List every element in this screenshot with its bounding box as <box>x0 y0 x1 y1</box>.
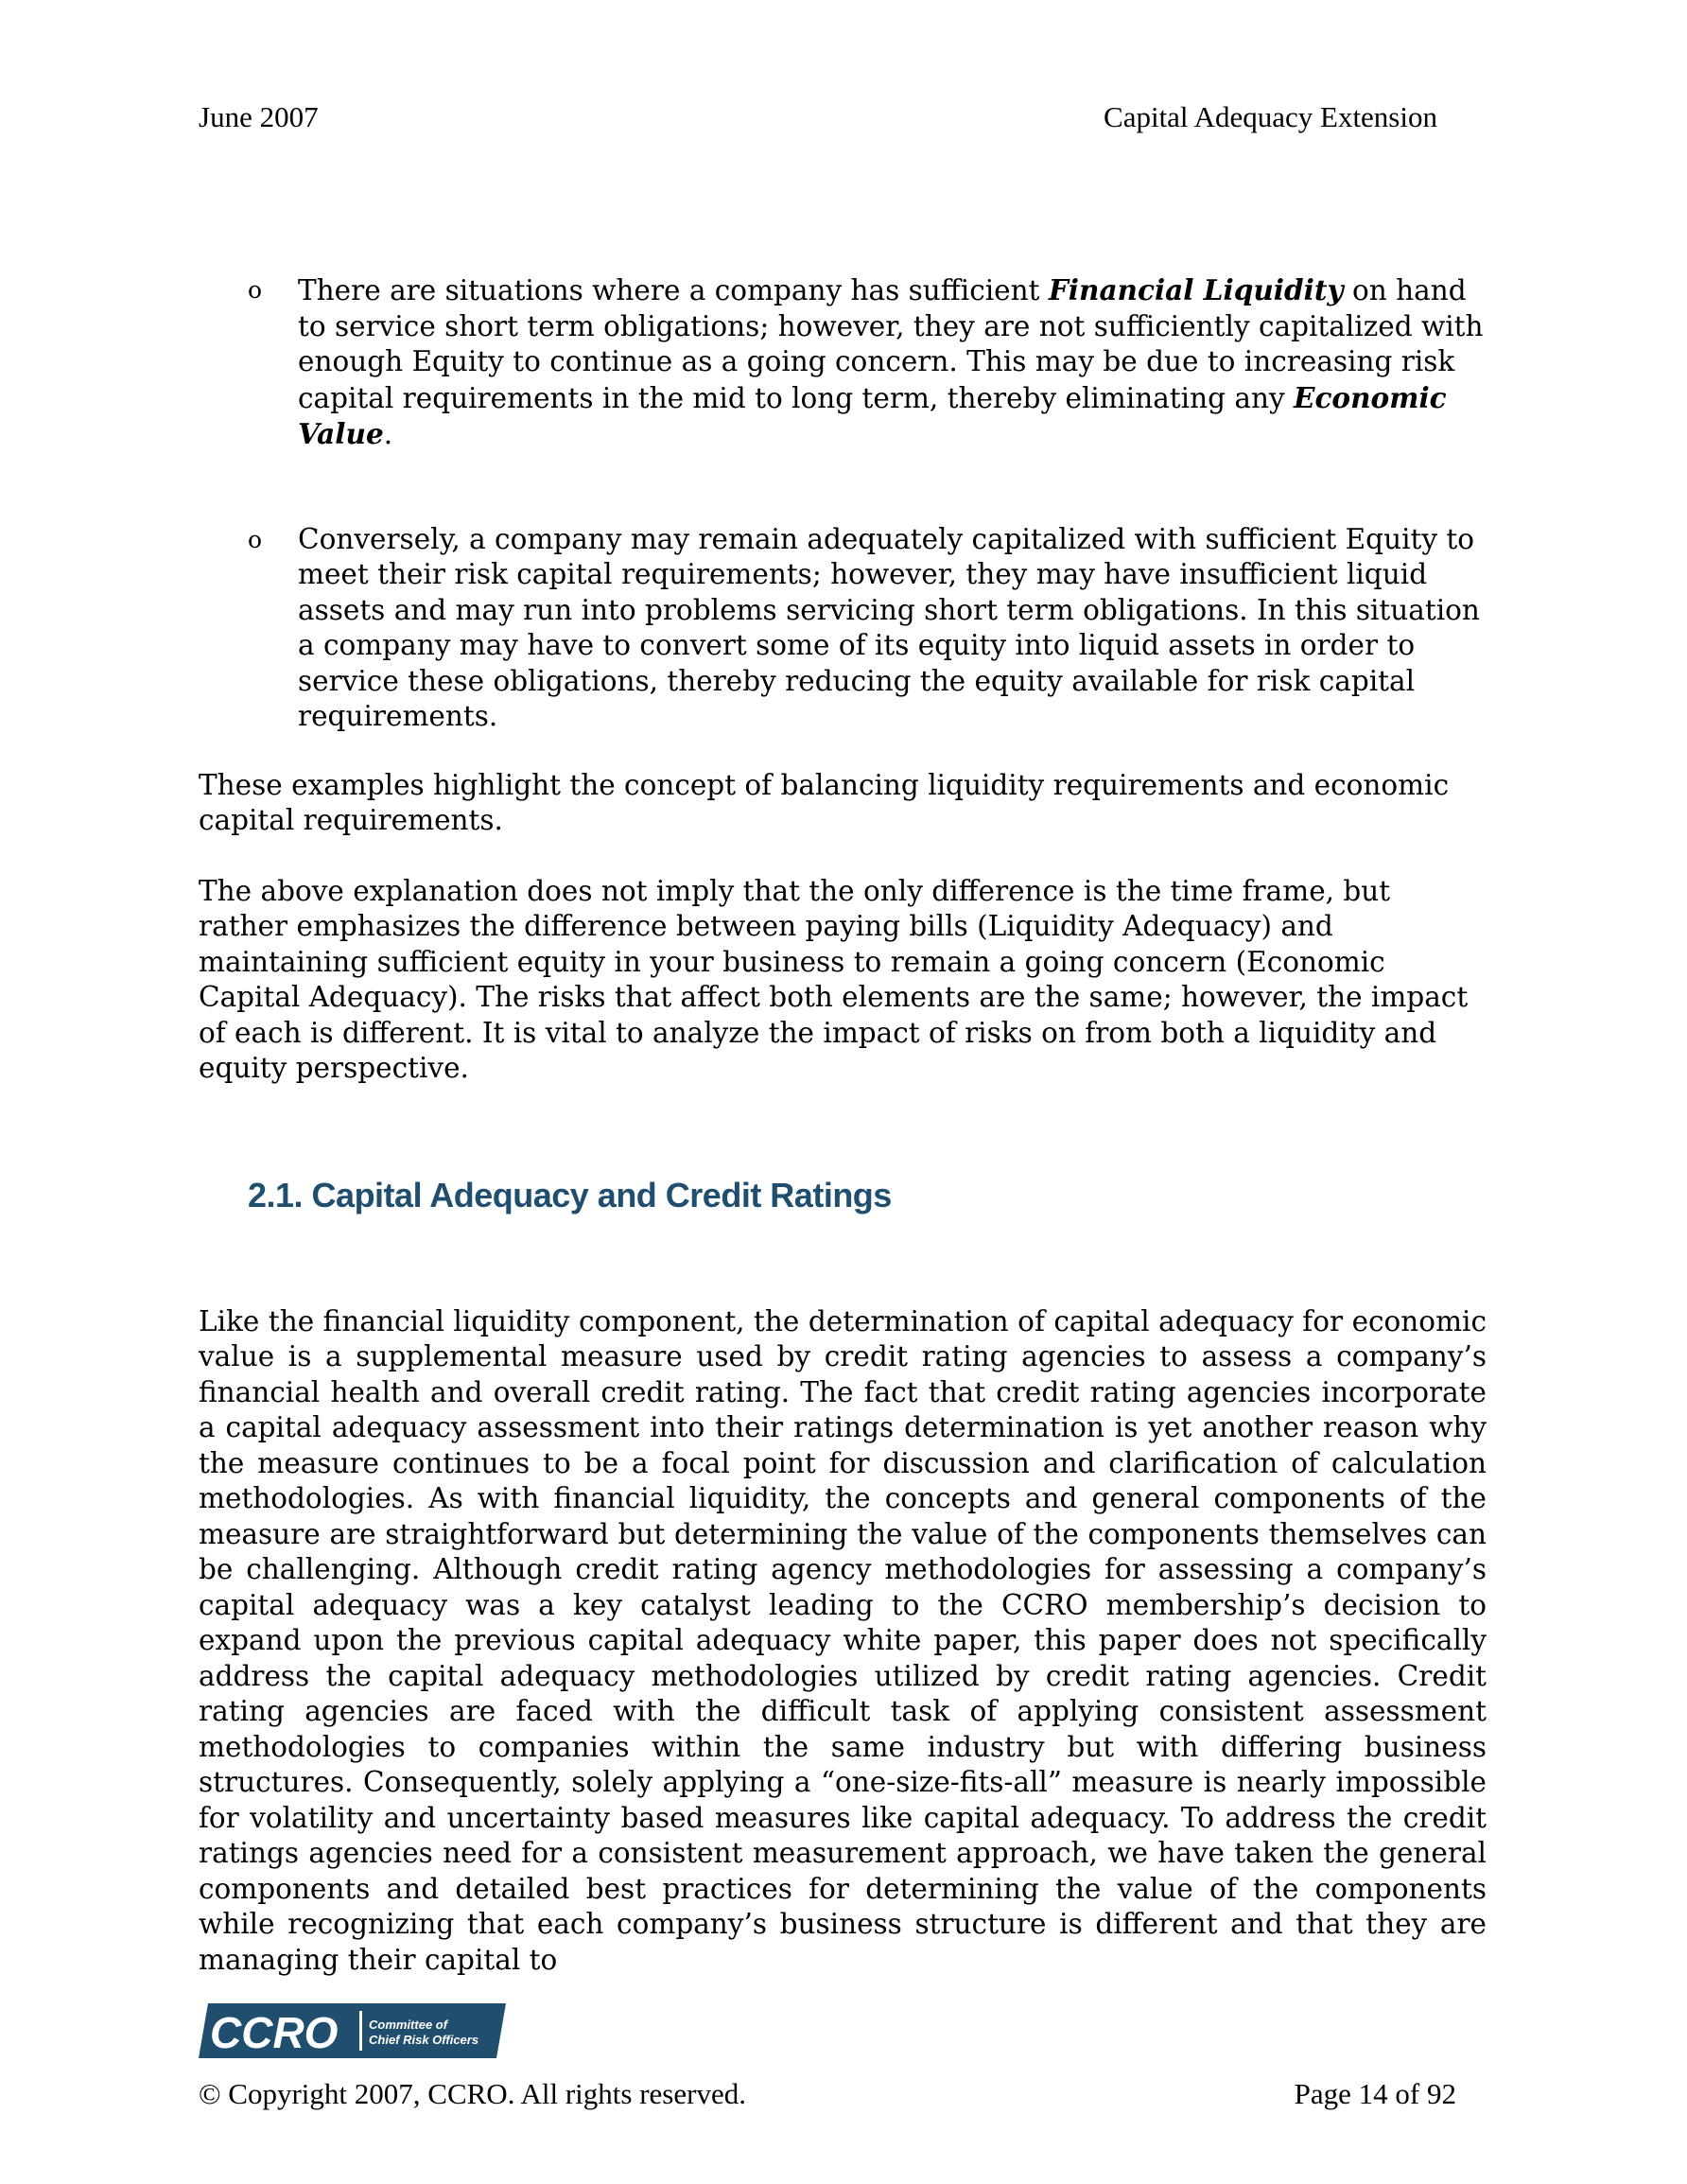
bullet-marker: o <box>248 276 263 304</box>
ccro-logo <box>199 2003 506 2058</box>
bullet-text-middle: on hand to service short term obligations; however, they are not sufficiently capitalized with enough Equity to continue as a going concern. This may be due to increasing risk capital requirements in the mid to long term, thereby eliminating any <box>298 274 1484 414</box>
logo-line-2: Chief Risk Officers <box>369 2033 479 2047</box>
page-body <box>199 272 1487 1978</box>
bullet-text: Conversely, a company may remain adequately capitalized with sufficient Equity to meet their risk capital requirements; however, they may have insufficient liquid assets and may run into problems servicing short term obligations. In this situation a company may have to convert some of its equity into liquid assets in order to service these obligations, thereby reducing the equity available for risk capital requirements. <box>298 522 1480 732</box>
list-item <box>199 522 1487 735</box>
page-header <box>199 100 1437 138</box>
body-paragraph: The above explanation does not imply that the only difference is the time frame, but rather emphasizes the difference between paying bills (Liquidity Adequacy) and maintaining sufficient equity in your business to remain a going concern (Economic Capital Adequacy). The risks that affect both elements are the same; however, the impact of each is different. It is vital to analyze the impact of risks on from both a liquidity and equity perspective. <box>199 874 1469 1084</box>
footer-copyright: © Copyright 2007, CCRO. All rights reserved. <box>199 2077 746 2110</box>
emphasis-financial-liquidity: Financial Liquidity <box>1048 273 1344 306</box>
logo-line-1: Committee of <box>369 2018 448 2032</box>
bullet-text-end: . <box>383 418 393 450</box>
bullet-marker: o <box>248 525 263 553</box>
logo-abbr: CCRO <box>210 2008 339 2057</box>
emphasis-economic-value: Economic Value <box>298 380 1447 450</box>
header-title: Capital Adequacy Extension <box>1104 100 1437 133</box>
section-heading: 2.1. Capital Adequacy and Credit Ratings <box>248 1175 892 1214</box>
bullet-text-start: There are situations where a company has sufficient <box>298 274 1049 306</box>
list-item <box>199 272 1487 453</box>
footer-page-number: Page 14 of 92 <box>1294 2077 1456 2110</box>
section-body-paragraph: Like the financial liquidity component, the determination of capital adequacy for economic value is a supplemental measure used by credit rating agencies to assess a company’s financial health and overall credit rating. The fact that credit rating agencies incorporate a capital adequacy assessment into their ratings determination is yet another reason why the measure continues to be a focal point for discussion and clarification of calculation methodologies. As with financial liquidity, the concepts and general components of the measure are straightforward but determining the value of the components themselves can be challenging. Although credit rating agency methodologies for assessing a company’s capital adequacy was a key catalyst leading to the CCRO membership’s decision to expand upon the previous capital adequacy white paper, this paper does not specifically address the capital adequacy methodologies utilized by credit rating agencies. Credit rating agencies are faced with the difficult task of applying consistent assessment methodologies to companies within the same industry but with differing business structures. Consequently, solely applying a “one-size-fits-all” measure is nearly impossible for volatility and uncertainty based measures like capital adequacy. To address the credit ratings agencies need for a consistent measurement approach, we have taken the general components and detailed best practices for determining the value of the components while recognizing that each company’s business structure is different and that they are managing their capital to <box>199 1304 1487 1976</box>
header-date: June 2007 <box>199 100 319 133</box>
body-paragraph: These examples highlight the concept of balancing liquidity requirements and economic capital requirements. <box>199 768 1450 836</box>
page-footer <box>199 2077 1456 2115</box>
